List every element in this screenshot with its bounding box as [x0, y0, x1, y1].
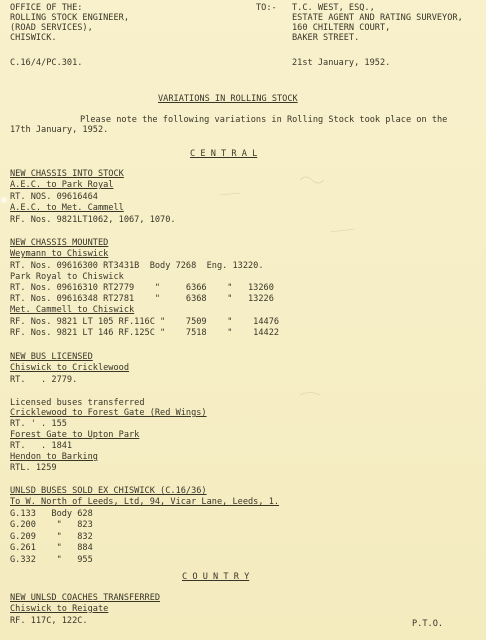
- licensed-transferred-heading: Licensed buses transferred: [10, 398, 145, 408]
- licensed-transferred-line-6: RTL. 1259: [10, 463, 57, 473]
- chassis-mounted-line-2: RT. Nos. 09616300 RT3431B Body 7268 Eng. 13220.: [10, 261, 264, 271]
- to-line-4: BAKER STREET.: [292, 33, 360, 43]
- from-line-2: ROLLING STOCK ENGINEER,: [10, 13, 129, 23]
- punch-hole: [1, 197, 7, 203]
- chassis-mounted-line-7: RF. Nos. 9821 LT 105 RF.116C " 7509 " 14476: [10, 317, 280, 327]
- intro-line-1: Please note the following variations in Rolling Stock took place on the: [80, 115, 448, 125]
- central-heading: C E N T R A L: [190, 149, 258, 159]
- new-chassis-line-1: A.E.C. to Park Royal: [10, 180, 114, 190]
- new-chassis-line-4: RF. Nos. 9821LT1062, 1067, 1070.: [10, 215, 176, 225]
- unlsd-sold-line-4: G.209 " 832: [10, 532, 93, 542]
- reference-number: C.16/4/PC.301.: [10, 58, 83, 68]
- chassis-mounted-line-1: Weymann to Chiswick: [10, 249, 109, 259]
- licensed-transferred-line-2: RT. ' . 155: [10, 419, 67, 429]
- unlsd-sold-line-3: G.200 " 823: [10, 520, 93, 530]
- coaches-line-2: RF. 117C, 122C.: [10, 616, 88, 626]
- licensed-transferred-line-4: RT. . 1841: [10, 441, 73, 451]
- chassis-mounted-heading: NEW CHASSIS MOUNTED: [10, 238, 109, 248]
- to-line-1: T.C. WEST, ESQ.,: [292, 3, 375, 13]
- chassis-mounted-line-8: RF. Nos. 9821 LT 146 RF.125C " 7518 " 14422: [10, 328, 280, 338]
- letter-date: 21st January, 1952.: [292, 58, 391, 68]
- chassis-mounted-line-4: RT. Nos. 09616310 RT2779 " 6366 " 13260: [10, 283, 274, 293]
- bus-licensed-heading: NEW BUS LICENSED: [10, 352, 93, 362]
- coaches-line-1: Chiswick to Reigate: [10, 604, 109, 614]
- country-heading: C O U N T R Y: [182, 572, 250, 582]
- chassis-mounted-line-3: Park Royal to Chiswick: [10, 272, 124, 282]
- unlsd-sold-line-6: G.332 " 955: [10, 555, 93, 565]
- new-chassis-line-2: RT. NOS. 09616464: [10, 192, 98, 202]
- chassis-mounted-line-5: RT. Nos. 09616348 RT2781 " 6368 " 13226: [10, 294, 274, 304]
- new-chassis-line-3: A.E.C. to Met. Cammell: [10, 203, 124, 213]
- coaches-heading: NEW UNLSD COACHES TRANSFERRED: [10, 593, 161, 603]
- licensed-transferred-line-5: Hendon to Barking: [10, 452, 98, 462]
- intro-line-2: 17th January, 1952.: [10, 125, 109, 135]
- licensed-transferred-line-1: Cricklewood to Forest Gate (Red Wings): [10, 408, 207, 418]
- bleed-through-marks: [220, 177, 355, 395]
- from-line-1: OFFICE OF THE:: [10, 3, 83, 13]
- new-chassis-heading: NEW CHASSIS INTO STOCK: [10, 169, 124, 179]
- to-line-3: 160 CHILTERN COURT,: [292, 23, 391, 33]
- unlsd-sold-line-2: G.133 Body 628: [10, 509, 93, 519]
- to-label: TO:-: [256, 3, 277, 13]
- licensed-transferred-line-3: Forest Gate to Upton Park: [10, 430, 140, 440]
- from-line-4: CHISWICK.: [10, 33, 57, 43]
- bus-licensed-line-2: RT. . 2779.: [10, 375, 78, 385]
- unlsd-sold-line-1: To W. North of Leeds, Ltd, 94, Vicar Lane, Leeds, 1.: [10, 497, 280, 507]
- pto-mark: P.T.O.: [412, 619, 444, 629]
- to-line-2: ESTATE AGENT AND RATING SURVEYOR,: [292, 13, 463, 23]
- bus-licensed-line-1: Chiswick to Cricklewood: [10, 363, 129, 373]
- unlsd-sold-heading: UNLSD BUSES SOLD EX CHISWICK (C.16/36): [10, 486, 207, 496]
- from-line-3: (ROAD SERVICES),: [10, 23, 93, 33]
- chassis-mounted-line-6: Met. Cammell to Chiswick: [10, 305, 135, 315]
- document-title: VARIATIONS IN ROLLING STOCK: [158, 94, 298, 104]
- unlsd-sold-line-5: G.261 " 884: [10, 543, 93, 553]
